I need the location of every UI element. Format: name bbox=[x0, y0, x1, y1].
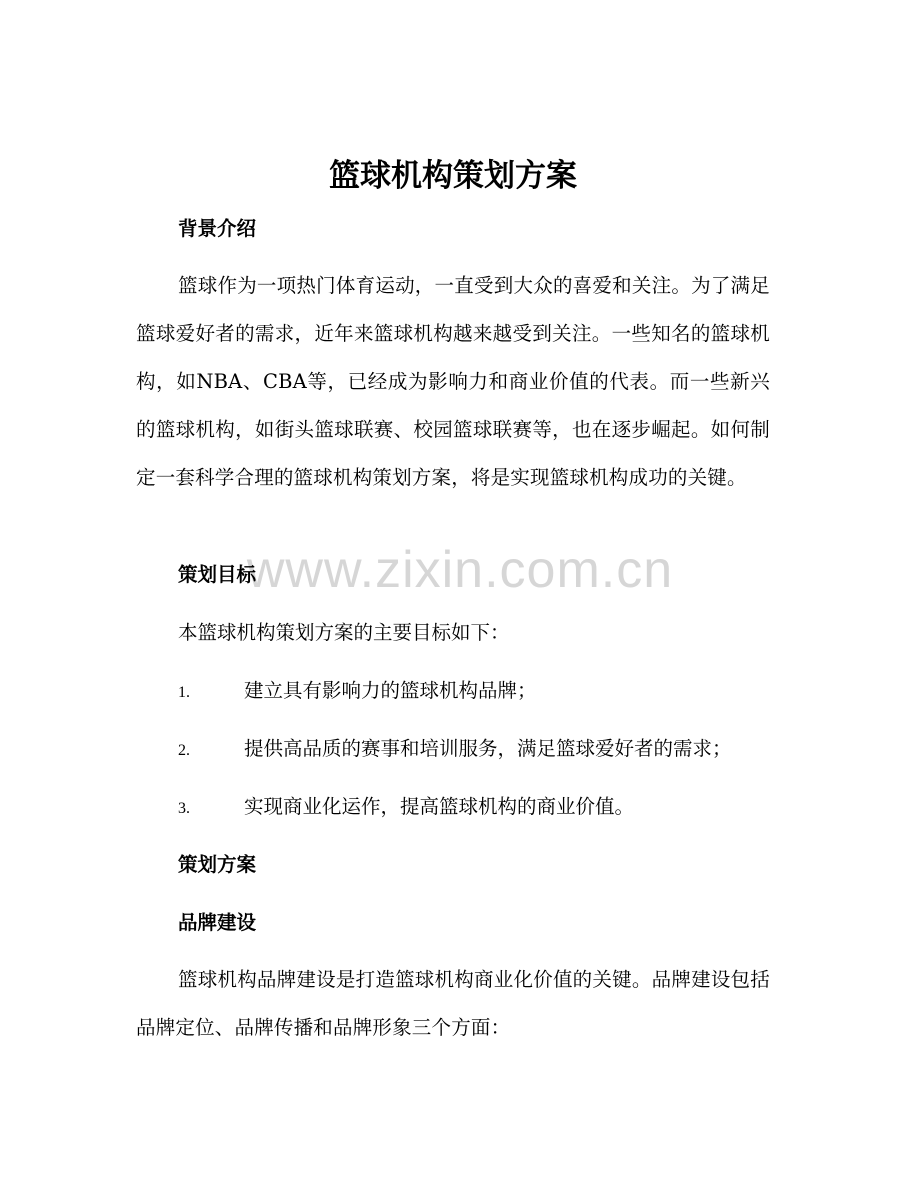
heading-plan: 策划方案 bbox=[178, 853, 257, 876]
document-title: 篮球机构策划方案 bbox=[329, 158, 577, 194]
goal-text: 提供高品质的赛事和培训服务，满足篮球爱好者的需求； bbox=[244, 737, 732, 760]
goal-item-1 bbox=[178, 676, 537, 708]
heading-background: 背景介绍 bbox=[178, 217, 257, 240]
goal-item-2 bbox=[178, 734, 732, 766]
goal-text: 实现商业化运作，提高篮球机构的商业价值。 bbox=[244, 795, 635, 818]
paragraph-brand: 篮球机构品牌建设是打造篮球机构商业化价值的关键。品牌建设包括品牌定位、品牌传播和品牌形象三个方面： bbox=[136, 968, 770, 1039]
heading-brand: 品牌建设 bbox=[178, 911, 257, 934]
watermark: www.zixin.com.cn bbox=[246, 541, 674, 599]
goal-text: 建立具有影响力的篮球机构品牌； bbox=[244, 679, 537, 702]
goals-intro: 本篮球机构策划方案的主要目标如下： bbox=[178, 621, 510, 644]
goal-number: 3. bbox=[178, 800, 190, 817]
goal-item-3 bbox=[178, 792, 634, 824]
goal-number: 1. bbox=[178, 684, 190, 701]
heading-goals: 策划目标 bbox=[178, 563, 257, 586]
paragraph-background: 篮球作为一项热门体育运动，一直受到大众的喜爱和关注。为了满足篮球爱好者的需求，近年来篮球机构越来越受到关注。一些知名的篮球机构，如NBA、CBA等，已经成为影响力和商业价值的代表。而一些新兴的篮球机构，如街头篮球联赛、校园篮球联赛等，也在逐步崛起。如何制定一套科学合理的篮球机构策划方案，将是实现篮球机构成功的关键。 bbox=[136, 274, 770, 489]
goal-number: 2. bbox=[178, 742, 190, 759]
